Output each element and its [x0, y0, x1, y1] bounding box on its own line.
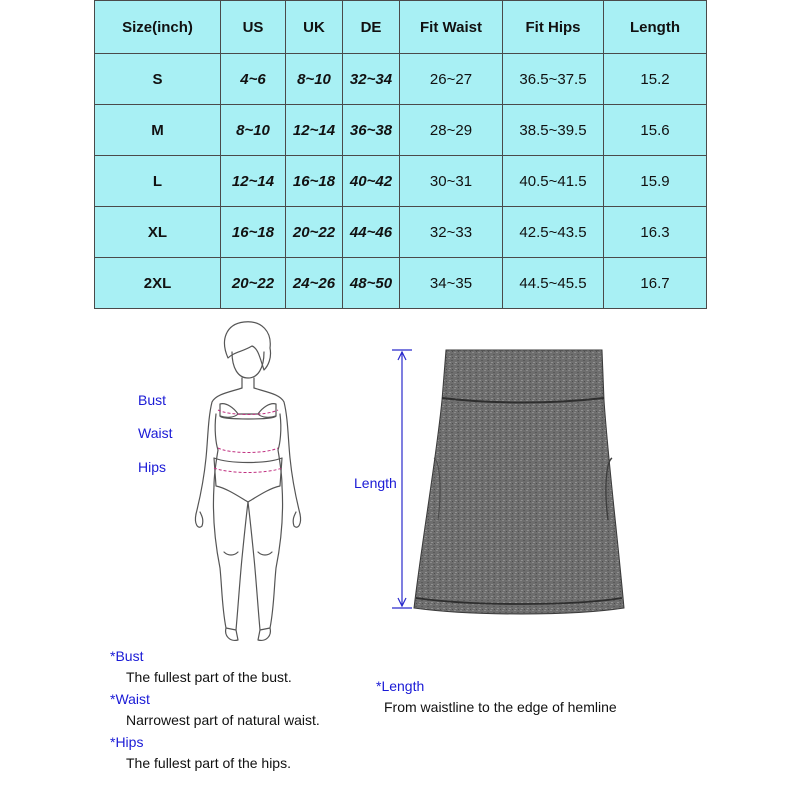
hips-label: Hips [138, 459, 167, 475]
cell-us: 16~18 [221, 207, 286, 258]
cell-fit-hips: 42.5~43.5 [503, 207, 604, 258]
cell-de: 48~50 [343, 258, 400, 309]
skirt-illustration [412, 340, 642, 630]
cell-length: 15.9 [604, 156, 707, 207]
cell-fit-waist: 32~33 [400, 207, 503, 258]
cell-length: 16.7 [604, 258, 707, 309]
definitions-left [110, 648, 320, 771]
header-length: Length [604, 1, 707, 54]
cell-length: 15.2 [604, 54, 707, 105]
cell-uk: 8~10 [286, 54, 343, 105]
cell-us: 12~14 [221, 156, 286, 207]
bust-label: Bust [138, 392, 167, 408]
cell-fit-hips: 36.5~37.5 [503, 54, 604, 105]
table-row [95, 54, 707, 105]
cell-uk: 12~14 [286, 105, 343, 156]
size-chart-table [94, 0, 707, 309]
cell-us: 4~6 [221, 54, 286, 105]
cell-size: 2XL [95, 258, 221, 309]
cell-fit-waist: 26~27 [400, 54, 503, 105]
header-us: US [221, 1, 286, 54]
cell-uk: 24~26 [286, 258, 343, 309]
cell-size: L [95, 156, 221, 207]
cell-us: 20~22 [221, 258, 286, 309]
cell-de: 36~38 [343, 105, 400, 156]
cell-size: M [95, 105, 221, 156]
cell-uk: 20~22 [286, 207, 343, 258]
def-length-term: *Length [376, 678, 425, 694]
def-bust-desc: The fullest part of the bust. [126, 669, 292, 685]
header-de: DE [343, 1, 400, 54]
definitions-right [376, 678, 617, 715]
cell-uk: 16~18 [286, 156, 343, 207]
table-header-row [95, 1, 707, 54]
header-size: Size(inch) [95, 1, 221, 54]
skirt-length-label: Length [354, 475, 397, 491]
def-waist-term: *Waist [110, 691, 150, 707]
cell-de: 40~42 [343, 156, 400, 207]
header-fit-hips: Fit Hips [503, 1, 604, 54]
table-row [95, 105, 707, 156]
table-row [95, 156, 707, 207]
cell-size: S [95, 54, 221, 105]
cell-size: XL [95, 207, 221, 258]
table-row [95, 207, 707, 258]
cell-fit-waist: 30~31 [400, 156, 503, 207]
def-length-desc: From waistline to the edge of hemline [384, 699, 617, 715]
cell-us: 8~10 [221, 105, 286, 156]
cell-fit-hips: 40.5~41.5 [503, 156, 604, 207]
header-uk: UK [286, 1, 343, 54]
cell-length: 16.3 [604, 207, 707, 258]
cell-fit-hips: 44.5~45.5 [503, 258, 604, 309]
cell-fit-hips: 38.5~39.5 [503, 105, 604, 156]
cell-fit-waist: 28~29 [400, 105, 503, 156]
cell-length: 15.6 [604, 105, 707, 156]
cell-de: 32~34 [343, 54, 400, 105]
def-waist-desc: Narrowest part of natural waist. [126, 712, 320, 728]
cell-fit-waist: 34~35 [400, 258, 503, 309]
table-row [95, 258, 707, 309]
def-bust-term: *Bust [110, 648, 144, 664]
def-hips-term: *Hips [110, 734, 144, 750]
waist-label: Waist [138, 425, 173, 441]
def-hips-desc: The fullest part of the hips. [126, 755, 291, 771]
header-fit-waist: Fit Waist [400, 1, 503, 54]
body-figure-illustration [180, 318, 320, 648]
cell-de: 44~46 [343, 207, 400, 258]
